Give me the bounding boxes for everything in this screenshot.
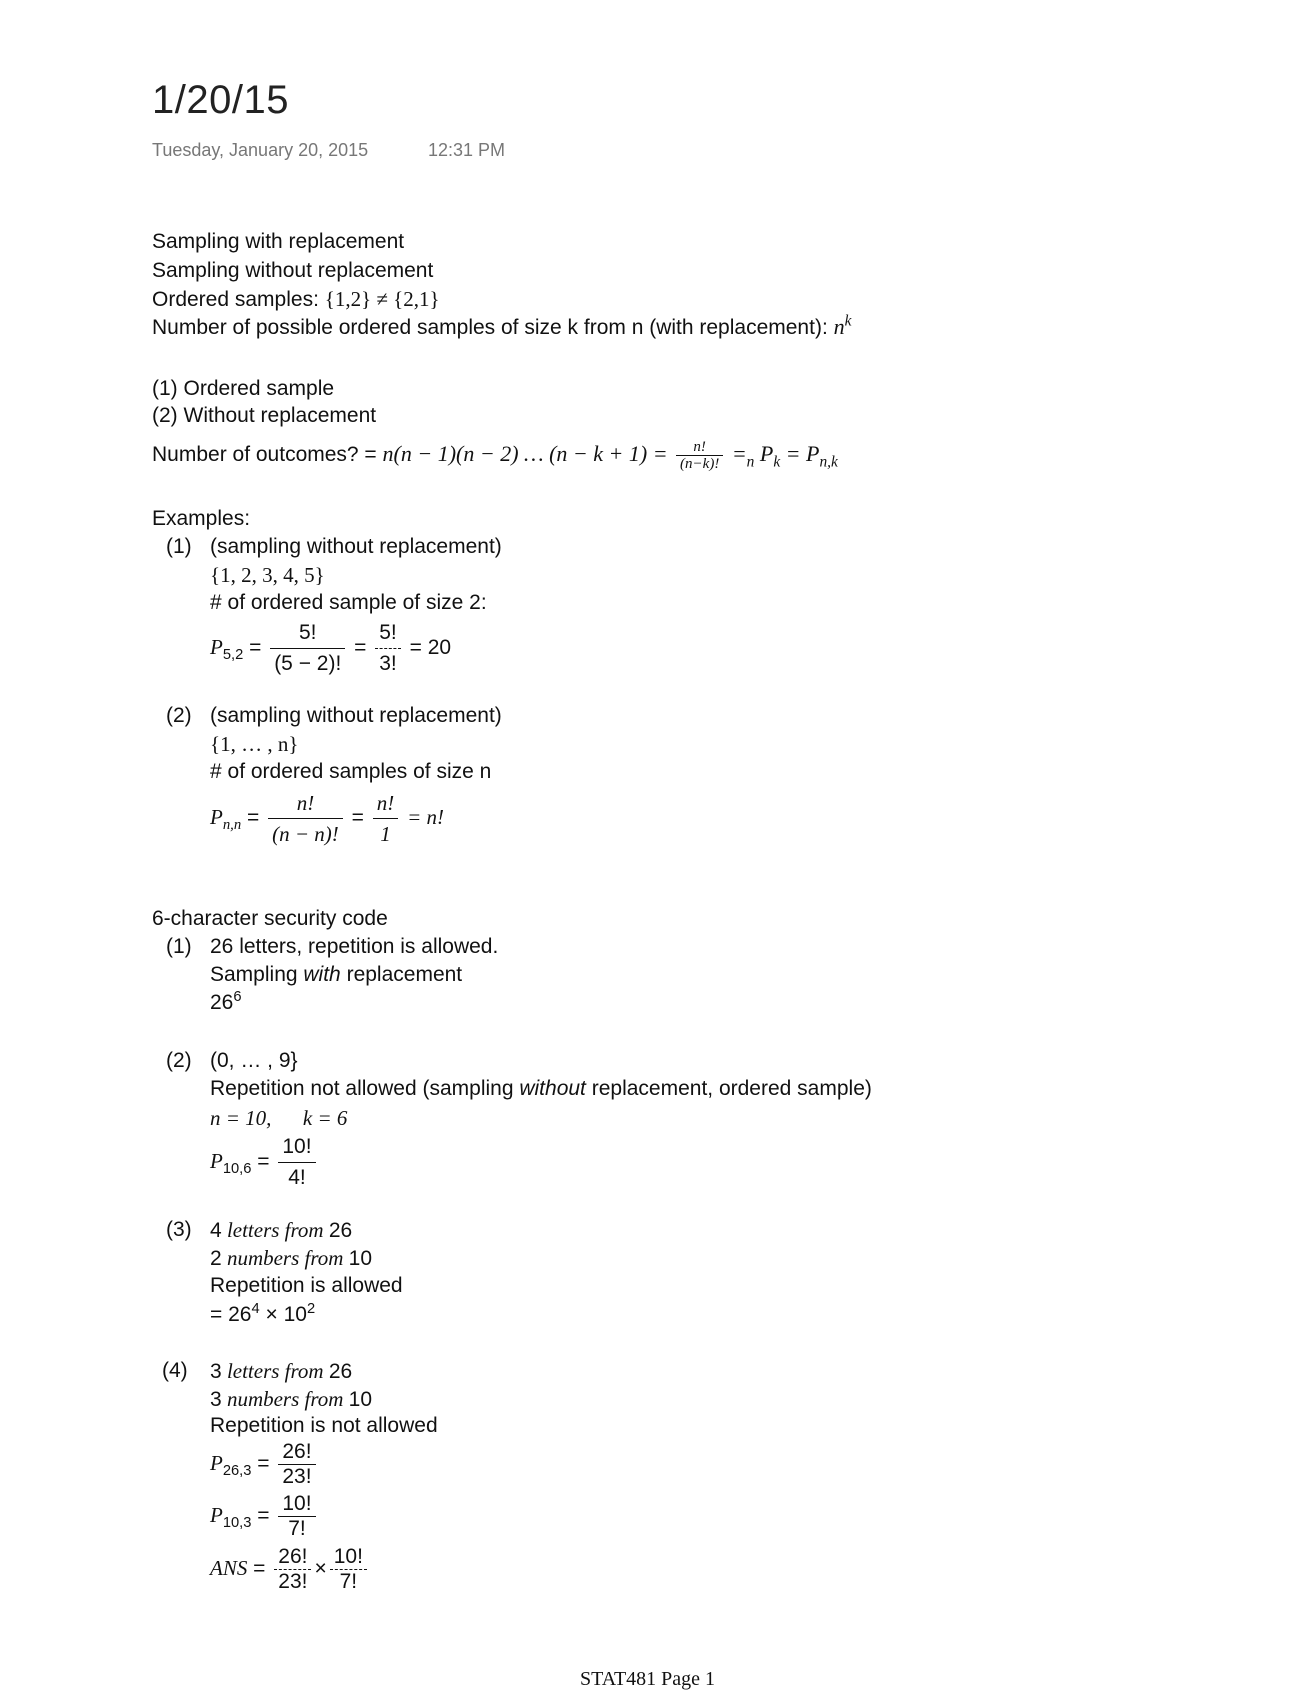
sec2-num: 10! — [282, 1135, 312, 1158]
sec4-p1-num: 26! — [282, 1440, 312, 1463]
sec3-l2-end: 10 — [348, 1247, 373, 1270]
sec1-line-1: 26 letters, repetition is allowed. — [210, 935, 499, 958]
ex1-frac2-den: 3! — [375, 648, 401, 679]
ex2-frac1-num: n! — [296, 791, 315, 815]
sec4-p1: $P_{26,3}$ = $\frac{26!}{23!}$ — [210, 1440, 319, 1489]
sec1-line2-with: with — [303, 963, 341, 986]
sec1-base: 26 — [210, 991, 234, 1014]
sec3-res-exp1: 4 — [251, 1301, 260, 1317]
sec4-ans-frac-2 — [330, 1545, 367, 1594]
sec1-line2-c: replacement — [340, 963, 463, 986]
sec4-p2-P: P — [210, 1503, 223, 1528]
perm-sub-nk: n,k — [819, 453, 838, 471]
perm-frac-num: n! — [693, 438, 706, 455]
sec3-line-1 — [210, 1217, 352, 1244]
ex1-P: P — [210, 635, 223, 660]
sec4-p1-P: P — [210, 1451, 223, 1476]
examples-heading: Examples: — [152, 507, 251, 530]
sec4-p2-num: 10! — [282, 1492, 312, 1515]
ex1-formula: $P_{5,2}$ = $\frac{5!}{(5 - 2)!}$ = $\frac{5!}{3!}$ = 20 — [210, 618, 451, 679]
sec3-res-exp2: 2 — [306, 1301, 316, 1317]
sec2-marker: (2) — [166, 1049, 192, 1072]
sec3-l2-mid: numbers from — [221, 1246, 349, 1270]
ex1-result: = 20 — [409, 636, 452, 660]
sec4-p1-den: 23! — [278, 1464, 315, 1489]
sec4-l1-mid: letters from — [221, 1359, 329, 1383]
sec4-p2-den: 7! — [278, 1516, 315, 1541]
intro-line-3-label: Ordered samples: — [152, 288, 325, 311]
sec2-P: P — [210, 1149, 223, 1174]
sec1-marker: (1) — [166, 935, 192, 958]
intro-line-4-label: Number of possible ordered samples of size k from n (with replacement): — [152, 316, 834, 339]
sec4-p1-sub: 26,3 — [222, 1463, 252, 1480]
sec4-ans-f1-den: 23! — [274, 1569, 311, 1594]
sec2-line-without: without — [519, 1077, 586, 1100]
intro-line-2: Sampling without replacement — [152, 259, 434, 282]
ex1-P-sub: 5,2 — [222, 647, 244, 664]
sec3-l1-end: 26 — [328, 1219, 353, 1242]
ex1-frac1-den: (5 − 2)! — [270, 648, 345, 679]
sec2-set: (0, … , 9} — [210, 1049, 298, 1072]
sec2-frac — [278, 1132, 315, 1193]
perm-sub-n: n — [746, 453, 755, 471]
sec4-l2-mid: numbers from — [221, 1387, 349, 1411]
perm-P: P — [759, 441, 774, 466]
sec4-l2-num: 3 — [210, 1388, 222, 1411]
perm-item-1: (1) Ordered sample — [152, 377, 335, 400]
sec2-line-c: replacement, ordered sample) — [585, 1077, 872, 1100]
ex1-frac-1 — [270, 618, 345, 679]
perm-formula-label: Number of outcomes? = — [152, 443, 383, 466]
perm-fraction — [676, 439, 723, 472]
ex2-frac2-num: n! — [376, 791, 395, 815]
sec1-line-2 — [210, 962, 462, 988]
perm-npk — [726, 441, 838, 471]
sec4-l2-end: 10 — [348, 1388, 373, 1411]
sec2-line — [210, 1076, 872, 1102]
page-footer: STAT481 Page 1 — [580, 1668, 716, 1690]
sec4-marker: (4) — [162, 1359, 188, 1382]
perm-formula — [152, 432, 838, 477]
sec4-line-3: Repetition is not allowed — [210, 1414, 438, 1437]
sec4-line-1 — [210, 1358, 352, 1385]
sec3-result — [210, 1302, 315, 1328]
ex2-desc: (sampling without replacement) — [210, 704, 502, 727]
intro-line-1: Sampling with replacement — [152, 230, 405, 253]
sec4-ans-f2-num: 10! — [333, 1545, 363, 1568]
perm-frac-den: (n−k)! — [676, 455, 723, 472]
set-inequality: {1,2} ≠ {2,1} — [324, 287, 440, 311]
page-title: 1/20/15 — [152, 78, 289, 122]
sec4-p2-sub: 10,3 — [222, 1515, 252, 1532]
sec2-line-a: Repetition not allowed (sampling — [210, 1077, 520, 1100]
perm-product: n(n − 1)(n − 2) … (n − k + 1) = — [382, 441, 674, 466]
sec4-ans-label: ANS — [210, 1556, 248, 1581]
sec4-p1-frac — [278, 1440, 315, 1489]
sec3-res-prefix: = 26 — [210, 1303, 252, 1326]
sec4-ans-f2-den: 7! — [330, 1569, 367, 1594]
ex2-frac1-den: (n − n)! — [268, 818, 343, 849]
ex2-set: {1, … , n} — [210, 732, 299, 756]
sec3-line-3: Repetition is allowed — [210, 1274, 403, 1297]
sec2-nk: n = 10, k = 6 — [210, 1106, 348, 1130]
ex1-set: {1, 2, 3, 4, 5} — [210, 563, 325, 587]
sec3-line-2 — [210, 1245, 372, 1272]
ex2-question: # of ordered samples of size n — [210, 760, 492, 783]
sec4-ans-frac-1 — [274, 1545, 311, 1594]
sec4-p2-frac — [278, 1492, 315, 1541]
sec2-den: 4! — [278, 1162, 315, 1193]
sec3-l2-num: 2 — [210, 1247, 222, 1270]
sec4-p2: $P_{10,3}$ = $\frac{10!}{7!}$ — [210, 1492, 319, 1541]
perm-sub-k: k — [773, 453, 781, 471]
n-power-k — [834, 314, 852, 339]
perm-eq1: = — [726, 441, 747, 466]
sec3-marker: (3) — [166, 1218, 192, 1241]
intro-line-3 — [152, 286, 440, 313]
ex2-result: = n! — [407, 805, 444, 830]
perm-eq2: = P — [780, 441, 820, 466]
ex2-P-sub: n,n — [222, 817, 242, 834]
ex2-marker: (2) — [166, 704, 192, 727]
n-base: n — [833, 314, 845, 339]
ex1-question: # of ordered sample of size 2: — [210, 591, 487, 614]
k-exponent: k — [844, 312, 852, 330]
sec1-result — [210, 990, 242, 1016]
ex1-marker: (1) — [166, 535, 192, 558]
ex2-frac-1 — [268, 788, 343, 849]
perm-item-2: (2) Without replacement — [152, 404, 377, 427]
sec3-res-mid: × 10 — [259, 1303, 307, 1326]
sec4-ans-f1-num: 26! — [278, 1545, 308, 1568]
ex1-desc: (sampling without replacement) — [210, 535, 502, 558]
security-heading: 6-character security code — [152, 907, 388, 930]
sec2-P-sub: 10,6 — [222, 1161, 252, 1178]
sec2-formula: $P_{10,6}$ = $\frac{10!}{4!}$ — [210, 1132, 319, 1193]
sec4-l1-num: 3 — [210, 1360, 222, 1383]
ex2-frac-2 — [373, 788, 399, 849]
sec4-ans: ANS = $\frac{26!}{23!}$ × $\frac{10!}{7!}$ — [210, 1545, 370, 1594]
ex2-formula: $P_{n,n}$ = $\frac{n!}{(n - n)!}$ = $\frac{n!}{1}$ = n! — [210, 788, 444, 849]
ex1-frac1-num: 5! — [298, 621, 317, 644]
ex1-frac-2 — [375, 618, 401, 679]
ex2-P: P — [210, 805, 223, 830]
ex2-frac2-den: 1 — [373, 818, 399, 849]
intro-line-4 — [152, 314, 851, 341]
sec3-l1-mid: letters from — [221, 1218, 329, 1242]
sec4-line-2 — [210, 1386, 372, 1413]
sec1-line2-a: Sampling — [210, 963, 304, 986]
sec1-exp: 6 — [233, 989, 242, 1005]
page-time: 12:31 PM — [428, 140, 506, 160]
sec4-l1-end: 26 — [328, 1360, 353, 1383]
sec3-l1-num: 4 — [210, 1219, 222, 1242]
page-date: Tuesday, January 20, 2015 — [152, 140, 369, 160]
ex1-frac2-num: 5! — [379, 621, 397, 644]
